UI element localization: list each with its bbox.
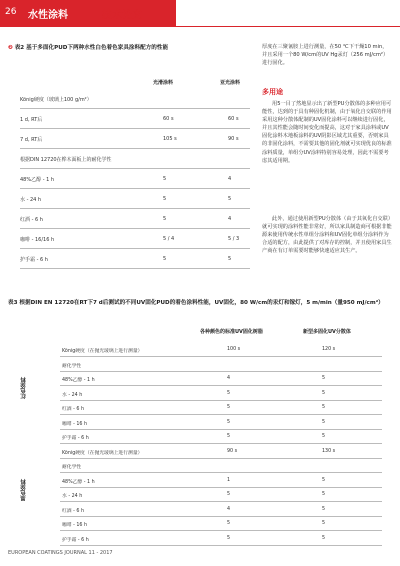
row-value: 5 — [322, 405, 326, 410]
row-value: 5 — [163, 256, 167, 262]
row-value: 5 — [322, 506, 326, 512]
row-divider — [60, 472, 382, 473]
row-value: 105 s — [163, 136, 177, 142]
row-label: 咖啡 - 16 h — [62, 421, 88, 427]
row-divider — [20, 268, 250, 269]
row-divider — [20, 188, 250, 189]
row-label: König硬度（在抛光玻璃上进行测量） — [62, 450, 143, 456]
row-label: 7 d, RT后 — [20, 137, 43, 143]
section-heading: 多用途 — [262, 88, 283, 96]
row-label: 1 d, RT后 — [20, 117, 43, 123]
row-divider — [60, 530, 382, 531]
row-value: 4 — [228, 176, 232, 182]
row-value: 5 / 4 — [163, 236, 175, 242]
page-header — [0, 0, 400, 26]
row-divider — [60, 458, 382, 459]
row-value: 5 — [228, 196, 232, 202]
row-label: 咖啡 - 16 h — [62, 523, 88, 528]
row-value: 90 s — [228, 136, 239, 142]
row-value: 5 — [163, 216, 167, 222]
row-value: 5 — [227, 405, 231, 410]
row-divider — [60, 545, 382, 546]
row-label: 48%乙醇 - 1 h — [20, 177, 55, 183]
row-value: 5 — [163, 196, 167, 202]
header-red-band — [0, 0, 176, 26]
row-value: 4 — [228, 216, 232, 222]
table2-title — [8, 43, 168, 51]
row-value: 60 s — [163, 116, 174, 122]
section-title: 水性涂料 — [28, 10, 68, 21]
row-label: 耐化学性 — [62, 465, 82, 470]
row-value: 4 — [227, 506, 231, 512]
row-divider — [60, 385, 382, 386]
row-value: 5 — [322, 477, 326, 483]
row-divider — [60, 371, 382, 372]
row-label: 48%乙醇 - 1 h — [62, 479, 95, 485]
body-paragraph-1: 用5一目了然地显示出了新型PU分散体的多种应用可能性，达到的于具有种固化机制，由于氧化自交联的作用采用这种分散体配制的UV固化涂料可以继续进行固化，并且其性能会随时间变化而提高，这对于家具涂料或UV固化涂料木地板涂料的UV阴影区域尤其重要，否则家具的非固化涂料，不需要其他的固化剂就可实现优良的标准涂料质量，单组分UV涂料特别容易处理，因此不需要考虑其适用期。 — [262, 101, 392, 164]
row-label: 耐化学性 — [62, 363, 82, 369]
row-label: 护手霜 - 6 h — [20, 257, 48, 263]
row-label: 48%乙醇 - 1 h — [62, 378, 95, 383]
row-divider — [60, 443, 382, 444]
row-label: 根据DIN 12720在桦木面板上的耐化学性 — [20, 157, 112, 163]
row-label: 护手霜 - 6 h — [62, 537, 89, 543]
category-title: 技术论文 — [102, 10, 142, 21]
row-value: 5 — [322, 376, 326, 381]
row-value: 5 — [227, 492, 231, 497]
row-value: 5 — [322, 521, 326, 526]
row-label: 红酒 - 6 h — [20, 217, 43, 223]
row-value: 5 — [227, 419, 231, 425]
row-value: 5 — [227, 535, 231, 541]
row-value: 5 — [163, 176, 167, 182]
row-divider — [60, 516, 382, 517]
row-value: 90 s — [227, 448, 238, 454]
row-divider — [60, 429, 382, 430]
table2-marker: ❷ — [8, 45, 13, 51]
row-label: 咖啡 - 16/16 h — [20, 237, 55, 243]
row-value: 5 — [228, 256, 232, 262]
group-label: 红色涂料 — [21, 377, 27, 399]
table2-col1-header: 光滑涂料 — [153, 80, 174, 86]
row-value: 5 — [322, 434, 326, 439]
row-value: 130 s — [322, 448, 336, 454]
table3-col1-header: 各种颜色的标准UV固化树脂 — [200, 329, 263, 335]
footer-journal: EUROPEAN COATINGS JOURNAL 11 - 2017 — [8, 550, 113, 556]
row-divider — [20, 228, 250, 229]
row-label: König硬度（玻璃上100 g/m²） — [20, 97, 92, 103]
row-divider — [20, 208, 250, 209]
row-label: 水 - 24 h — [62, 494, 83, 499]
row-divider — [60, 356, 382, 357]
row-divider — [20, 128, 250, 129]
row-value: 5 — [322, 419, 326, 425]
row-label: 红酒 - 6 h — [62, 407, 84, 412]
row-value: 5 — [227, 434, 231, 439]
row-divider — [60, 487, 382, 488]
group-label: 黑色涂料 — [21, 478, 27, 501]
body-paragraph-2: 此外，通过使用新型PU分散体（由于其氧化自交联）就可实现的涂料性能非常好，所以家具制造商可根据非能源来使用传统水性单组分涂料和UV固化单组分涂料作为合适的配方，由此提供了对库存的控制，并且使用家具生产商在有订单需要时能够快速适应其生产。 — [262, 216, 392, 255]
row-divider — [20, 148, 250, 149]
page-number: 26 — [5, 7, 17, 17]
row-divider — [60, 400, 382, 401]
row-value: 5 — [322, 535, 326, 541]
table3-title: 表3 根据DIN EN 12720在RT下7 d后测试的不同UV固化PUD的着色涂料性能，UV固化，80 W/cm的汞灯和镓灯，5 m/min（量950 mJ/cm²） — [8, 300, 384, 306]
row-label: König硬度（在抛光玻璃上进行测量） — [62, 349, 143, 354]
row-value: 1 — [227, 477, 231, 483]
table3-col2-header: 新型多固化UV分散体 — [303, 329, 351, 335]
row-value: 100 s — [227, 347, 241, 352]
row-divider — [20, 108, 250, 109]
row-value: 5 — [227, 390, 231, 396]
table2-title-text: 表2 基于多面化PUD下两种水性白色着色家具涂料配方的性能 — [14, 45, 169, 51]
row-label: 水 - 24 h — [20, 197, 42, 203]
row-value: 5 / 3 — [228, 236, 240, 242]
header-rule — [0, 26, 400, 27]
row-value: 5 — [322, 390, 326, 396]
table2-col2-header: 亚光涂料 — [220, 80, 241, 86]
row-divider — [20, 248, 250, 249]
row-value: 5 — [227, 521, 231, 526]
row-value: 120 s — [322, 347, 336, 352]
row-label: 水 - 24 h — [62, 392, 83, 398]
row-label: 红酒 - 6 h — [62, 508, 84, 514]
row-value: 4 — [227, 376, 231, 381]
row-divider — [20, 168, 250, 169]
row-label: 护手霜 - 6 h — [62, 436, 89, 441]
intro-paragraph: 厚度在三聚氰胺上进行测量，在50 ℃下干燥10 min，并且采用一个80 W/cm的UV Hg汞灯（256 mJ/cm²）进行固化。 — [262, 44, 389, 67]
row-value: 60 s — [228, 116, 239, 122]
row-divider — [60, 414, 382, 415]
row-divider — [60, 501, 382, 502]
row-value: 5 — [322, 492, 326, 497]
